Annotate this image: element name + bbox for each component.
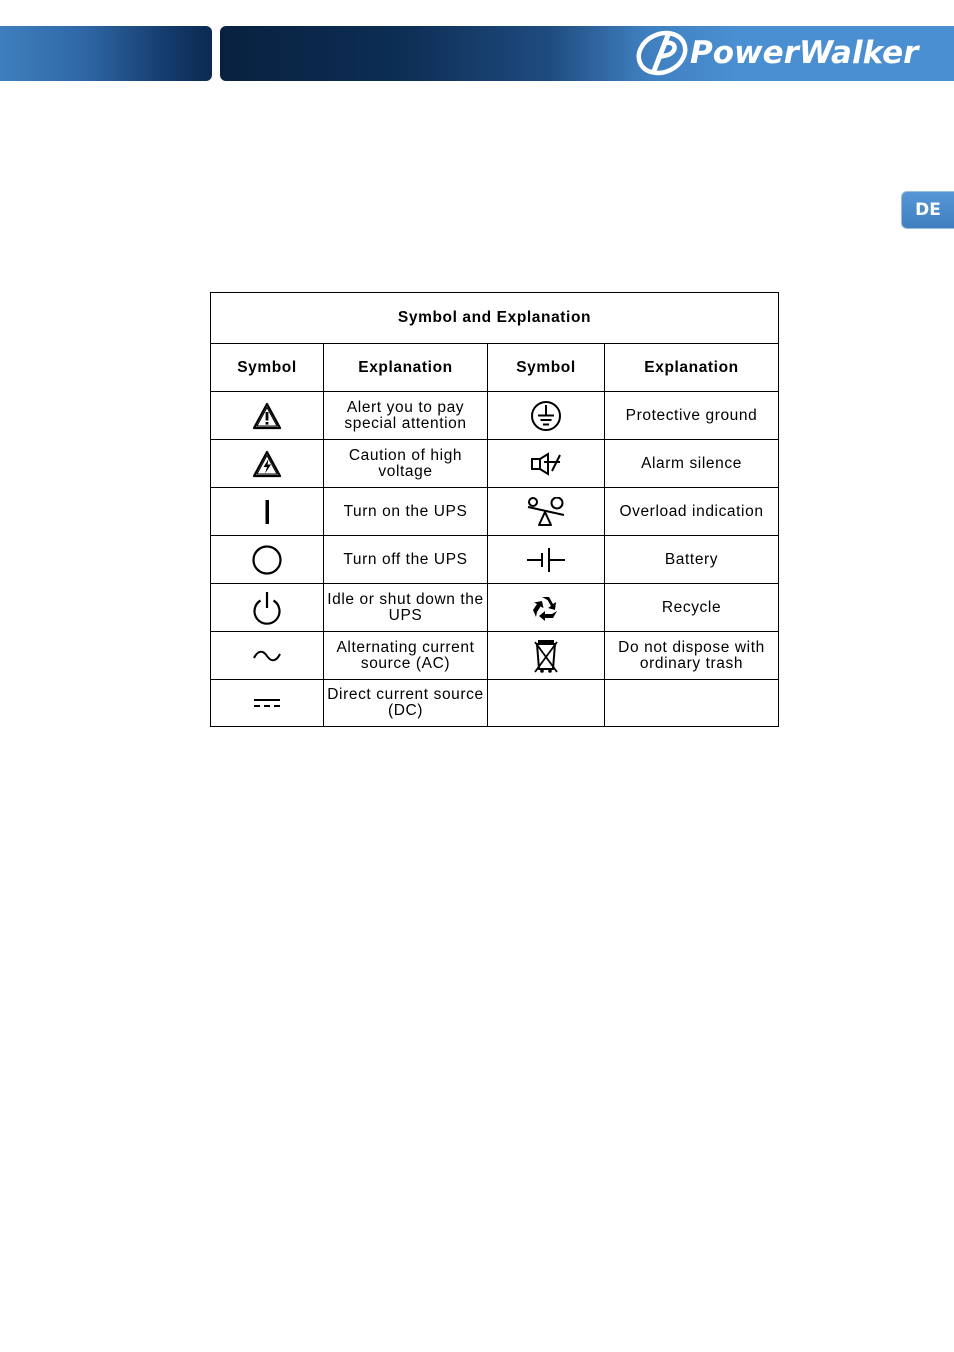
- weee-bin-icon: [534, 638, 558, 674]
- header-symbol-left: Symbol: [211, 344, 324, 392]
- table-row: [211, 536, 779, 584]
- symbol-cell: [488, 536, 605, 584]
- battery-icon: [525, 546, 567, 574]
- symbol-cell: [211, 392, 324, 440]
- explanation-cell: Direct current source (DC): [324, 680, 488, 727]
- table-row: [211, 440, 779, 488]
- empty-explanation-cell: [605, 680, 779, 727]
- powerwalker-logo-icon: [632, 29, 692, 77]
- table-row: [211, 632, 779, 680]
- language-tab[interactable]: DE: [901, 191, 954, 229]
- symbol-table: [210, 292, 779, 727]
- symbol-cell: [211, 440, 324, 488]
- brand-name: PowerWalker: [690, 35, 919, 71]
- explanation-cell: Alarm silence: [605, 440, 779, 488]
- symbol-cell: [488, 440, 605, 488]
- symbol-cell: [211, 584, 324, 632]
- alarm-silence-icon: [530, 452, 562, 476]
- header-symbol-right: Symbol: [488, 344, 605, 392]
- symbol-cell: [488, 488, 605, 536]
- high-voltage-icon: [252, 450, 282, 478]
- warning-triangle-icon: [252, 402, 282, 430]
- empty-symbol-cell: [488, 680, 605, 727]
- symbol-cell: [211, 536, 324, 584]
- explanation-cell: Idle or shut down the UPS: [324, 584, 488, 632]
- recycle-icon: [531, 594, 561, 622]
- table-row: [211, 680, 779, 727]
- dc-icon: [252, 696, 282, 710]
- symbol-cell: [211, 680, 324, 727]
- brand-logo: [632, 28, 918, 78]
- explanation-cell: Protective ground: [605, 392, 779, 440]
- power-off-icon: [251, 544, 283, 576]
- table-row: [211, 488, 779, 536]
- explanation-cell: Turn off the UPS: [324, 536, 488, 584]
- header-explanation-left: Explanation: [324, 344, 488, 392]
- explanation-cell: Overload indication: [605, 488, 779, 536]
- symbol-cell: [488, 584, 605, 632]
- power-on-icon: [262, 498, 272, 526]
- header-band-left: [0, 26, 212, 81]
- explanation-cell: Caution of high voltage: [324, 440, 488, 488]
- symbol-cell: [488, 392, 605, 440]
- symbol-cell: [488, 632, 605, 680]
- symbol-cell: [211, 488, 324, 536]
- explanation-cell: Recycle: [605, 584, 779, 632]
- standby-icon: [250, 590, 284, 626]
- overload-icon: [525, 497, 567, 527]
- explanation-cell: Alert you to pay special attention: [324, 392, 488, 440]
- table-row: [211, 392, 779, 440]
- header-explanation-right: Explanation: [605, 344, 779, 392]
- ac-icon: [252, 649, 282, 663]
- explanation-cell: Alternating current source (AC): [324, 632, 488, 680]
- table-title: Symbol and Explanation: [211, 293, 779, 344]
- explanation-cell: Do not dispose with ordinary trash: [605, 632, 779, 680]
- explanation-cell: Turn on the UPS: [324, 488, 488, 536]
- explanation-cell: Battery: [605, 536, 779, 584]
- protective-ground-icon: [530, 400, 562, 432]
- table-row: [211, 584, 779, 632]
- symbol-cell: [211, 632, 324, 680]
